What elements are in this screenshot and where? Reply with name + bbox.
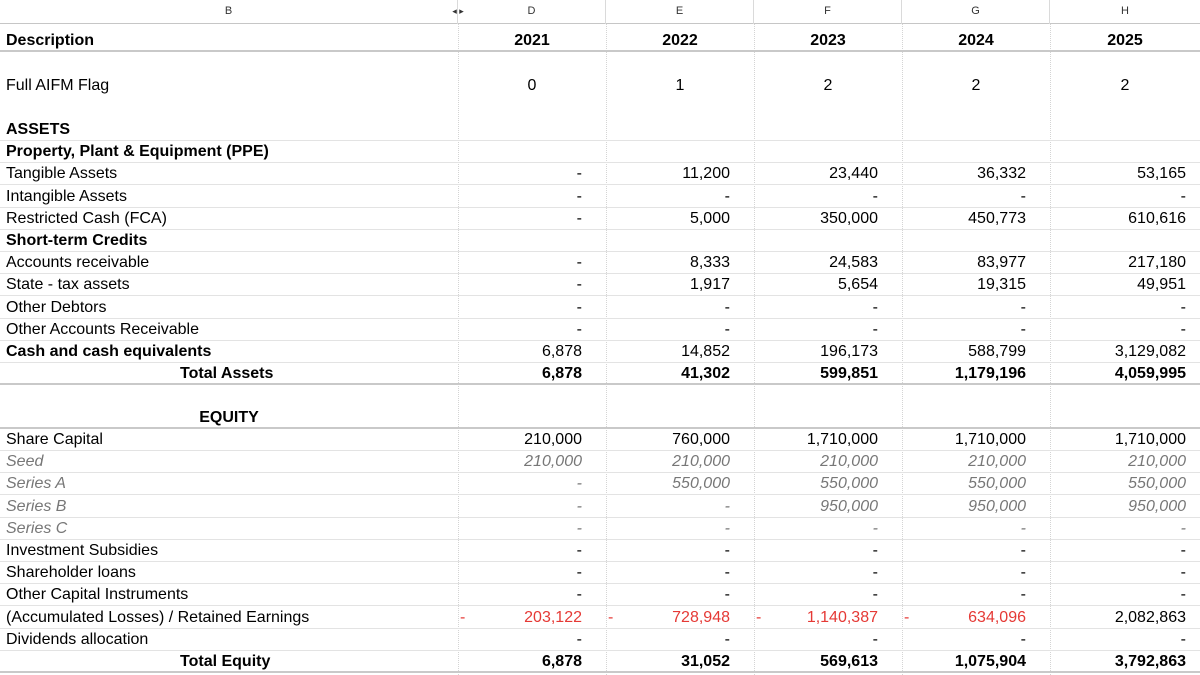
cell-2022[interactable]: 14,852 — [681, 343, 730, 360]
cell-2022[interactable]: 41,302 — [681, 365, 730, 383]
cell-2025[interactable]: 950,000 — [1128, 497, 1186, 515]
cell-2022[interactable] — [606, 230, 730, 252]
cell-2021[interactable]: - — [576, 165, 582, 183]
cell-2023[interactable]: - — [872, 542, 878, 559]
table-row — [0, 607, 1200, 629]
section-row — [0, 119, 1200, 141]
column-header-h[interactable]: H — [1121, 5, 1129, 17]
cell-2025[interactable]: - — [1180, 586, 1186, 604]
cell-2021[interactable]: - — [576, 630, 582, 648]
column-header-e[interactable]: E — [606, 0, 754, 24]
cell-2023[interactable]: 196,173 — [820, 343, 878, 360]
table-row — [0, 629, 1200, 651]
cell-2024[interactable]: - — [1020, 187, 1026, 205]
cell-2025[interactable]: 550,000 — [1128, 475, 1186, 493]
cell-2021[interactable]: - — [576, 320, 582, 338]
row-label[interactable]: Dividends allocation — [6, 630, 149, 648]
cell-2023[interactable]: 350,000 — [820, 209, 878, 227]
expand-columns-arrows-icon[interactable]: ◂ ▸ — [452, 6, 464, 16]
cell-2021[interactable]: 210,000 — [524, 453, 582, 471]
cell-2021[interactable]: - — [576, 254, 582, 272]
row-label[interactable]: (Accumulated Losses) / Retained Earnings — [6, 608, 310, 626]
cell-2024[interactable] — [902, 230, 1026, 252]
cell-2022[interactable]: - — [724, 320, 730, 338]
row-label[interactable]: Series B — [6, 497, 67, 515]
table-row — [0, 518, 1200, 540]
cell-2023[interactable]: 24,583 — [829, 254, 878, 272]
cell-2021[interactable]: - — [576, 298, 582, 316]
row-label[interactable]: Other Debtors — [6, 298, 107, 316]
cell-2022[interactable]: - — [724, 187, 730, 205]
row-label[interactable]: ASSETS — [6, 121, 71, 138]
row-label[interactable]: Other Capital Instruments — [6, 586, 189, 604]
row-label[interactable]: Cash and cash equivalents — [6, 343, 212, 360]
cell-2025[interactable]: 49,951 — [1137, 276, 1186, 294]
cell-2025[interactable] — [1050, 119, 1186, 141]
row-label[interactable]: Tangible Assets — [6, 165, 118, 183]
cell-2022[interactable]: 210,000 — [672, 453, 730, 471]
cell-2025[interactable] — [1050, 230, 1186, 252]
row-label[interactable]: Total Equity — [180, 653, 271, 670]
cell-2023[interactable]: - — [872, 564, 878, 582]
cell-2021[interactable] — [458, 141, 582, 163]
cell-2022[interactable]: - — [724, 497, 730, 515]
cell-2025[interactable]: 2,082,863 — [1114, 608, 1186, 626]
aifm-flag-2023[interactable]: 2 — [823, 77, 833, 94]
cell-2021[interactable]: - — [576, 586, 582, 604]
cell-2023[interactable]: - — [872, 298, 878, 316]
row-label[interactable]: Shareholder loans — [6, 564, 136, 582]
cell-2023[interactable]: 5,654 — [837, 276, 878, 294]
year-2025-header[interactable]: 2025 — [1107, 32, 1143, 49]
cell-2025[interactable]: - — [1180, 320, 1186, 338]
cell-2024[interactable]: - — [1020, 320, 1026, 338]
cell-2024[interactable]: 1,075,904 — [954, 653, 1026, 670]
year-2024-header[interactable]: 2024 — [958, 32, 994, 49]
cell-2021[interactable]: - — [576, 564, 582, 582]
cell-2022[interactable]: - — [724, 564, 730, 582]
column-header-g[interactable]: G — [902, 0, 1050, 24]
header-row — [0, 30, 1200, 52]
cell-2023[interactable]: 550,000 — [820, 475, 878, 493]
year-2022-header[interactable]: 2022 — [662, 32, 698, 49]
cell-2021[interactable]: 6,878 — [541, 653, 582, 670]
cell-2021[interactable]: 6,878 — [541, 343, 582, 360]
equity-heading[interactable]: EQUITY — [199, 409, 259, 426]
negative-sign: - — [460, 608, 466, 626]
row-label[interactable]: Restricted Cash (FCA) — [6, 209, 167, 227]
cell-2024[interactable] — [902, 119, 1026, 141]
cell-2023[interactable]: - — [872, 187, 878, 205]
row-label[interactable]: State - tax assets — [6, 276, 130, 294]
row-label[interactable]: Investment Subsidies — [6, 542, 159, 559]
aifm-flag-row — [0, 75, 1200, 97]
column-header-f[interactable]: F — [754, 0, 902, 24]
cell-2025[interactable]: - — [1180, 564, 1186, 582]
aifm-flag-2024[interactable]: 2 — [971, 77, 981, 94]
cell-2022[interactable]: 8,333 — [689, 254, 730, 272]
row-label[interactable]: Series C — [6, 519, 68, 537]
cell-2025[interactable]: 3,129,082 — [1114, 343, 1186, 360]
cell-2021[interactable]: - — [576, 209, 582, 227]
description-header[interactable]: Description — [6, 32, 95, 49]
cell-2023[interactable] — [754, 141, 878, 163]
cell-2021[interactable]: - — [576, 276, 582, 294]
aifm-flag-2025[interactable]: 2 — [1120, 77, 1130, 94]
cell-2021[interactable]: - — [576, 187, 582, 205]
table-row — [0, 208, 1200, 230]
cell-2021[interactable]: 6,878 — [541, 365, 582, 383]
column-header-bar — [0, 0, 1200, 24]
cell-2022[interactable]: 760,000 — [672, 431, 730, 448]
cell-2024[interactable]: 36,332 — [977, 165, 1026, 183]
table-row — [0, 429, 1200, 451]
negative-sign: - — [756, 608, 762, 626]
table-row — [0, 540, 1200, 562]
cell-2025[interactable]: 217,180 — [1128, 254, 1186, 272]
cell-2023[interactable]: 569,613 — [820, 653, 878, 670]
cell-2022[interactable]: - — [724, 519, 730, 537]
cell-2023[interactable]: - — [872, 320, 878, 338]
cell-2025[interactable]: 4,059,995 — [1114, 365, 1186, 383]
row-label[interactable]: Property, Plant & Equipment (PPE) — [6, 143, 269, 161]
cell-2024[interactable]: 83,977 — [977, 254, 1026, 272]
table-row — [0, 274, 1200, 296]
equity-heading-row — [0, 407, 1200, 429]
column-header-d[interactable]: D — [458, 0, 606, 24]
negative-sign: - — [608, 608, 614, 626]
cell-2021[interactable]: 210,000 — [524, 431, 582, 448]
cell-2021[interactable] — [458, 119, 582, 141]
cell-2025[interactable]: 53,165 — [1137, 165, 1186, 183]
cell-2023[interactable]: - — [872, 630, 878, 648]
table-row — [0, 496, 1200, 518]
row-label[interactable]: Short-term Credits — [6, 232, 148, 249]
cell-2022[interactable] — [606, 119, 730, 141]
aifm-flag-label[interactable]: Full AIFM Flag — [6, 77, 110, 94]
cell-2023[interactable]: 1,140,387 — [806, 608, 878, 626]
cell-2022[interactable]: 728,948 — [672, 608, 730, 626]
year-2021-header[interactable]: 2021 — [514, 32, 550, 49]
cell-2024[interactable]: - — [1020, 586, 1026, 604]
cell-2023[interactable]: 210,000 — [820, 453, 878, 471]
cell-2025[interactable]: 1,710,000 — [1114, 431, 1186, 448]
table-row — [0, 319, 1200, 341]
cell-2024[interactable]: 19,315 — [977, 276, 1026, 294]
table-row — [0, 562, 1200, 584]
cell-2025[interactable]: - — [1180, 542, 1186, 559]
cell-2022[interactable]: 11,200 — [682, 165, 730, 183]
cell-2023[interactable]: 950,000 — [820, 497, 878, 515]
cell-2024[interactable]: - — [1020, 630, 1026, 648]
cell-2024[interactable]: 1,710,000 — [954, 431, 1026, 448]
total-row — [0, 363, 1200, 385]
aifm-flag-2022[interactable]: 1 — [675, 77, 685, 94]
negative-sign: - — [904, 608, 910, 626]
cell-2021[interactable]: - — [576, 519, 582, 537]
table-row — [0, 186, 1200, 208]
row-label[interactable]: Share Capital — [6, 431, 103, 448]
cell-2024[interactable]: - — [1020, 519, 1026, 537]
aifm-flag-2021[interactable]: 0 — [527, 77, 537, 94]
cell-2023[interactable]: - — [872, 519, 878, 537]
row-label[interactable]: Series A — [6, 475, 66, 493]
cell-2021[interactable] — [458, 230, 582, 252]
cell-2024[interactable]: 634,096 — [968, 608, 1026, 626]
cell-2025[interactable]: 210,000 — [1128, 453, 1186, 471]
cell-2024[interactable]: 950,000 — [968, 497, 1026, 515]
cell-2024[interactable]: 588,799 — [968, 343, 1026, 360]
cell-2025[interactable] — [1050, 141, 1186, 163]
cell-2021[interactable]: - — [576, 475, 582, 493]
table-row — [0, 451, 1200, 473]
cell-2024[interactable]: 210,000 — [968, 453, 1026, 471]
cell-2024[interactable] — [902, 141, 1026, 163]
cell-2025[interactable]: 3,792,863 — [1114, 653, 1186, 670]
cell-2022[interactable]: - — [724, 542, 730, 559]
cell-2023[interactable]: - — [872, 586, 878, 604]
column-header-b[interactable]: B — [0, 0, 458, 24]
cell-2024[interactable]: - — [1020, 542, 1026, 559]
cell-2025[interactable]: 610,616 — [1128, 209, 1186, 227]
table-row — [0, 473, 1200, 495]
cell-2024[interactable]: - — [1020, 564, 1026, 582]
table-row — [0, 297, 1200, 319]
cell-2023[interactable] — [754, 230, 878, 252]
cell-2023[interactable]: 599,851 — [820, 365, 878, 383]
cell-2024[interactable]: 1,179,196 — [954, 365, 1026, 383]
total-row — [0, 651, 1200, 673]
cell-2021[interactable]: - — [576, 497, 582, 515]
row-label[interactable]: Intangible Assets — [6, 187, 127, 205]
year-2023-header[interactable]: 2023 — [810, 32, 846, 49]
cell-2025[interactable]: - — [1180, 630, 1186, 648]
cell-2022[interactable]: 1,917 — [689, 276, 730, 294]
row-label[interactable]: Seed — [6, 453, 44, 471]
cell-2022[interactable] — [606, 141, 730, 163]
row-label[interactable]: Total Assets — [180, 365, 274, 383]
table-row — [0, 584, 1200, 606]
cell-2023[interactable]: 23,440 — [829, 165, 878, 183]
row-label[interactable]: Other Accounts Receivable — [6, 320, 199, 338]
cell-2023[interactable]: 1,710,000 — [806, 431, 878, 448]
cell-2025[interactable]: - — [1180, 187, 1186, 205]
table-row — [0, 341, 1200, 363]
cell-2022[interactable]: - — [724, 586, 730, 604]
cell-2022[interactable]: 5,000 — [689, 209, 730, 227]
cell-2024[interactable]: 450,773 — [968, 209, 1026, 227]
cell-2021[interactable]: 203,122 — [524, 608, 582, 626]
cell-2022[interactable]: - — [724, 630, 730, 648]
cell-2025[interactable]: - — [1180, 519, 1186, 537]
table-row — [0, 163, 1200, 185]
row-label[interactable]: Accounts receivable — [6, 254, 150, 272]
cell-2022[interactable]: 550,000 — [672, 475, 730, 493]
cell-2025[interactable]: - — [1180, 298, 1186, 316]
cell-2022[interactable]: - — [724, 298, 730, 316]
cell-2024[interactable]: 550,000 — [968, 475, 1026, 493]
cell-2024[interactable]: - — [1020, 298, 1026, 316]
cell-2021[interactable]: - — [576, 542, 582, 559]
cell-2022[interactable]: 31,052 — [681, 653, 730, 670]
table-row — [0, 252, 1200, 274]
cell-2023[interactable] — [754, 119, 878, 141]
section-row — [0, 230, 1200, 252]
section-row — [0, 141, 1200, 163]
